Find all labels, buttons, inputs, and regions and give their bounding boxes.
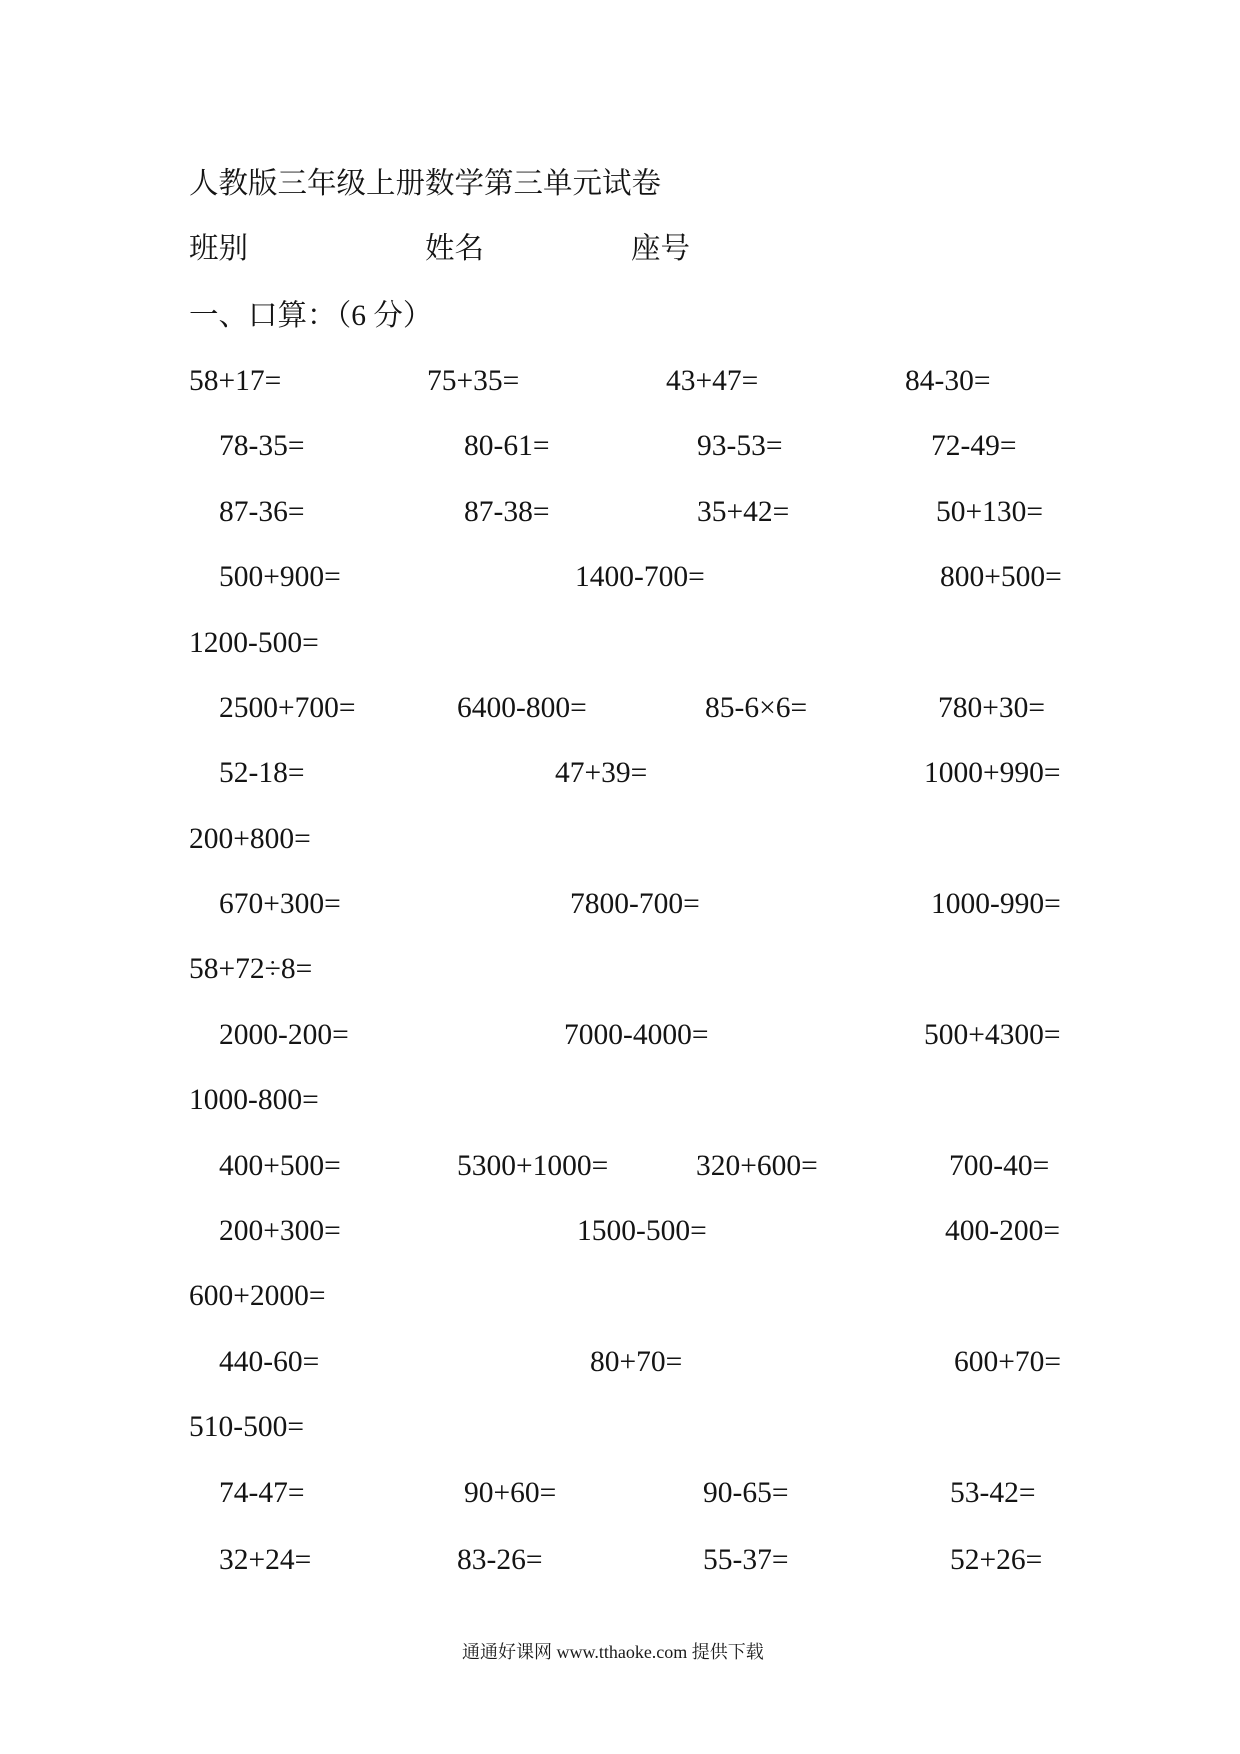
section-heading: 一、口算：（6 分） bbox=[189, 300, 433, 332]
problem-row bbox=[0, 951, 1240, 987]
problem-row bbox=[0, 1344, 1240, 1380]
seat-number-label: 座号 bbox=[631, 233, 691, 265]
problem-item: 58+17= bbox=[189, 365, 282, 397]
problem-item: 670+300= bbox=[219, 888, 341, 920]
problem-row bbox=[0, 1542, 1240, 1578]
problem-item: 55-37= bbox=[703, 1544, 789, 1576]
problem-item: 85-6×6= bbox=[705, 692, 808, 724]
problem-item: 75+35= bbox=[427, 365, 520, 397]
problem-item: 80-61= bbox=[464, 430, 550, 462]
problem-item: 1400-700= bbox=[575, 561, 705, 593]
problem-row bbox=[0, 1278, 1240, 1314]
problem-item: 1000+990= bbox=[924, 757, 1061, 789]
problem-row bbox=[0, 886, 1240, 922]
problem-item: 1500-500= bbox=[577, 1215, 707, 1247]
problem-item: 500+4300= bbox=[924, 1019, 1061, 1051]
problem-item: 510-500= bbox=[189, 1411, 304, 1443]
page-footer: 通通好课网 www.tthaoke.com 提供下载 bbox=[462, 1642, 764, 1662]
problem-item: 6400-800= bbox=[457, 692, 587, 724]
student-info-line bbox=[0, 231, 1240, 267]
problem-item: 5300+1000= bbox=[457, 1150, 609, 1182]
section-heading-line bbox=[0, 298, 1240, 334]
problem-item: 440-60= bbox=[219, 1346, 320, 1378]
problem-item: 72-49= bbox=[931, 430, 1017, 462]
problem-item: 1000-800= bbox=[189, 1084, 319, 1116]
problem-row bbox=[0, 363, 1240, 399]
problem-item: 78-35= bbox=[219, 430, 305, 462]
problem-item: 1200-500= bbox=[189, 627, 319, 659]
problem-row bbox=[0, 1082, 1240, 1118]
problem-item: 43+47= bbox=[666, 365, 759, 397]
problem-row bbox=[0, 821, 1240, 857]
problem-row bbox=[0, 1148, 1240, 1184]
problem-item: 200+300= bbox=[219, 1215, 341, 1247]
problem-item: 400+500= bbox=[219, 1150, 341, 1182]
problem-row bbox=[0, 625, 1240, 661]
problem-item: 90-65= bbox=[703, 1477, 789, 1509]
problem-item: 7800-700= bbox=[570, 888, 700, 920]
problem-item: 83-26= bbox=[457, 1544, 543, 1576]
problem-item: 58+72÷8= bbox=[189, 953, 313, 985]
problem-item: 80+70= bbox=[590, 1346, 683, 1378]
problem-item: 50+130= bbox=[936, 496, 1044, 528]
problem-item: 600+70= bbox=[954, 1346, 1062, 1378]
name-label: 姓名 bbox=[425, 233, 485, 265]
problem-item: 500+900= bbox=[219, 561, 341, 593]
problem-row bbox=[0, 494, 1240, 530]
problem-item: 2000-200= bbox=[219, 1019, 349, 1051]
problem-item: 74-47= bbox=[219, 1477, 305, 1509]
problem-item: 800+500= bbox=[940, 561, 1062, 593]
problem-item: 7000-4000= bbox=[564, 1019, 709, 1051]
problem-item: 780+30= bbox=[938, 692, 1046, 724]
title-line bbox=[0, 166, 1240, 202]
problem-item: 93-53= bbox=[697, 430, 783, 462]
problem-item: 1000-990= bbox=[931, 888, 1061, 920]
problem-item: 52-18= bbox=[219, 757, 305, 789]
problem-item: 2500+700= bbox=[219, 692, 356, 724]
problem-row bbox=[0, 690, 1240, 726]
problem-item: 32+24= bbox=[219, 1544, 312, 1576]
problem-item: 87-38= bbox=[464, 496, 550, 528]
problem-item: 47+39= bbox=[555, 757, 648, 789]
problem-item: 700-40= bbox=[949, 1150, 1050, 1182]
problem-item: 600+2000= bbox=[189, 1280, 326, 1312]
problem-row bbox=[0, 428, 1240, 464]
problem-item: 400-200= bbox=[945, 1215, 1060, 1247]
problem-item: 35+42= bbox=[697, 496, 790, 528]
worksheet-title: 人教版三年级上册数学第三单元试卷 bbox=[189, 168, 662, 200]
problem-row bbox=[0, 1409, 1240, 1445]
problem-row bbox=[0, 1213, 1240, 1249]
problem-item: 320+600= bbox=[696, 1150, 818, 1182]
problem-row bbox=[0, 1475, 1240, 1511]
problem-row bbox=[0, 1017, 1240, 1053]
class-label: 班别 bbox=[189, 233, 249, 265]
problem-item: 84-30= bbox=[905, 365, 991, 397]
problem-item: 52+26= bbox=[950, 1544, 1043, 1576]
problem-row bbox=[0, 755, 1240, 791]
problem-item: 87-36= bbox=[219, 496, 305, 528]
problem-row bbox=[0, 559, 1240, 595]
problem-item: 200+800= bbox=[189, 823, 311, 855]
problem-item: 90+60= bbox=[464, 1477, 557, 1509]
problem-item: 53-42= bbox=[950, 1477, 1036, 1509]
